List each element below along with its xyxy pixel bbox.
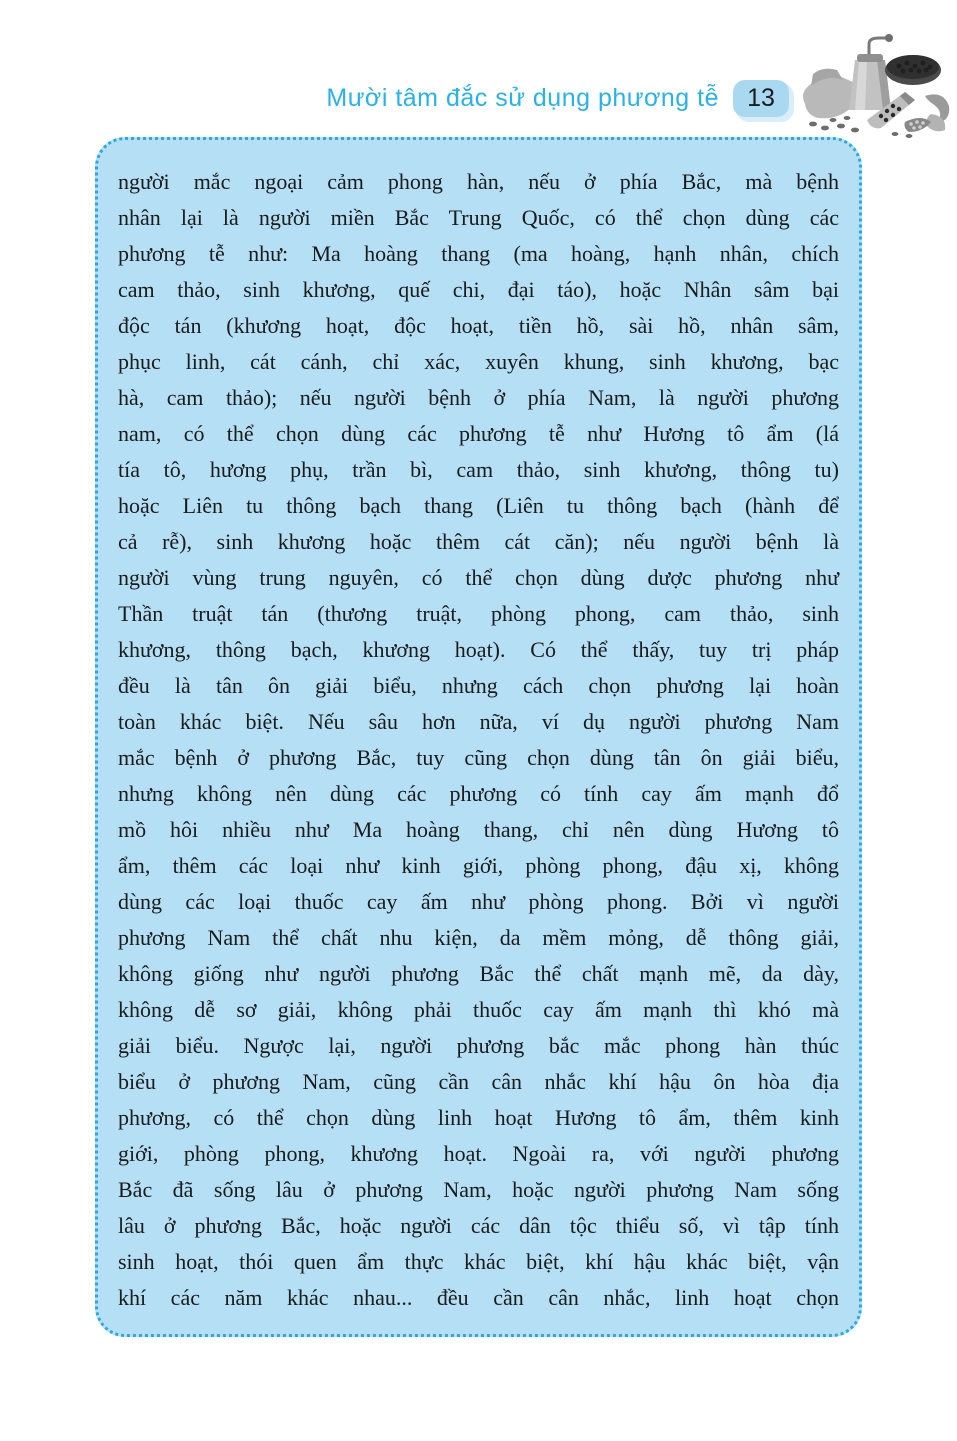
text-line: phương, có thể chọn dùng linh hoạt Hương tô ẩm, thêm kinh <box>118 1105 839 1130</box>
text-line: cả rễ), sinh khương hoặc thêm cát căn); nếu người bệnh là <box>118 529 839 554</box>
text-line: lâu ở phương Bắc, hoặc người các dân tộc thiểu số, vì tập tính <box>118 1213 839 1238</box>
text-line: sinh hoạt, thói quen ẩm thực khác biệt, khí hậu khác biệt, vận <box>118 1249 839 1274</box>
text-line: hoặc Liên tu thông bạch thang (Liên tu thông bạch (hành để <box>118 493 839 518</box>
text-line: phương tễ như: Ma hoàng thang (ma hoàng, hạnh nhân, chích <box>118 241 839 266</box>
text-line: phương Nam thể chất nhu kiện, da mềm mỏng, dễ thông giải, <box>118 925 839 950</box>
text-line: nam, có thể chọn dùng các phương tễ như Hương tô ẩm (lá <box>118 421 839 446</box>
running-head <box>326 80 789 117</box>
text-line: phục linh, cát cánh, chỉ xác, xuyên khung, sinh khương, bạc <box>118 349 839 374</box>
text-line: không giống như người phương Bắc thể chất mạnh mẽ, da dày, <box>118 961 839 986</box>
text-line: hà, cam thảo); nếu người bệnh ở phía Nam, là người phương <box>118 385 839 410</box>
text-line: toàn khác biệt. Nếu sâu hơn nữa, ví dụ người phương Nam <box>118 709 839 734</box>
text-line: Thần truật tán (thương truật, phòng phong, cam thảo, sinh <box>118 601 839 626</box>
text-line: khương, thông bạch, khương hoạt). Có thể thấy, tuy trị pháp <box>118 637 839 662</box>
text-line: nhưng không nên dùng các phương có tính cay ấm mạnh đổ <box>118 781 839 806</box>
text-line: biểu ở phương Nam, cũng cần cân nhắc khí hậu ôn hòa địa <box>118 1069 839 1094</box>
text-line: người mắc ngoại cảm phong hàn, nếu ở phía Bắc, mà bệnh <box>118 169 839 194</box>
text-line: cam thảo, sinh khương, quế chi, đại táo), hoặc Nhân sâm bại <box>118 277 839 302</box>
chapter-title: Mười tâm đắc sử dụng phương tễ <box>326 84 719 112</box>
page-number-badge: 13 <box>733 80 789 117</box>
text-line: mắc bệnh ở phương Bắc, tuy cũng chọn dùng tân ôn giải biểu, <box>118 745 839 770</box>
text-line: tía tô, hương phụ, trần bì, cam thảo, sinh khương, thông tu) <box>118 457 839 482</box>
text-line: giới, phòng phong, khương hoạt. Ngoài ra, với người phương <box>118 1141 839 1166</box>
text-line: đều là tân ôn giải biểu, nhưng cách chọn phương lại hoàn <box>118 673 839 698</box>
text-line: khí các năm khác nhau... đều cần cân nhắc, linh hoạt chọn <box>118 1285 839 1310</box>
text-line: Bắc đã sống lâu ở phương Nam, hoặc người phương Nam sống <box>118 1177 839 1202</box>
spice-grinder-herbs-photo <box>797 26 957 140</box>
text-line: giải biểu. Ngược lại, người phương bắc mắc phong hàn thúc <box>118 1033 839 1058</box>
text-line: người vùng trung nguyên, có thể chọn dùng dược phương như <box>118 565 839 590</box>
body-text-box <box>95 137 862 1337</box>
text-line: độc tán (khương hoạt, độc hoạt, tiền hồ, sài hồ, nhân sâm, <box>118 313 839 338</box>
text-line: mồ hôi nhiều như Ma hoàng thang, chỉ nên dùng Hương tô <box>118 817 839 842</box>
spice-grinder-herbs-illustration <box>797 26 957 140</box>
text-line: không dễ sơ giải, không phải thuốc cay ấm mạnh thì khó mà <box>118 997 839 1022</box>
text-line: ẩm, thêm các loại như kinh giới, phòng phong, đậu xị, không <box>118 853 839 878</box>
text-line: nhân lại là người miền Bắc Trung Quốc, có thể chọn dùng các <box>118 205 839 230</box>
text-line: dùng các loại thuốc cay ấm như phòng phong. Bởi vì người <box>118 889 839 914</box>
